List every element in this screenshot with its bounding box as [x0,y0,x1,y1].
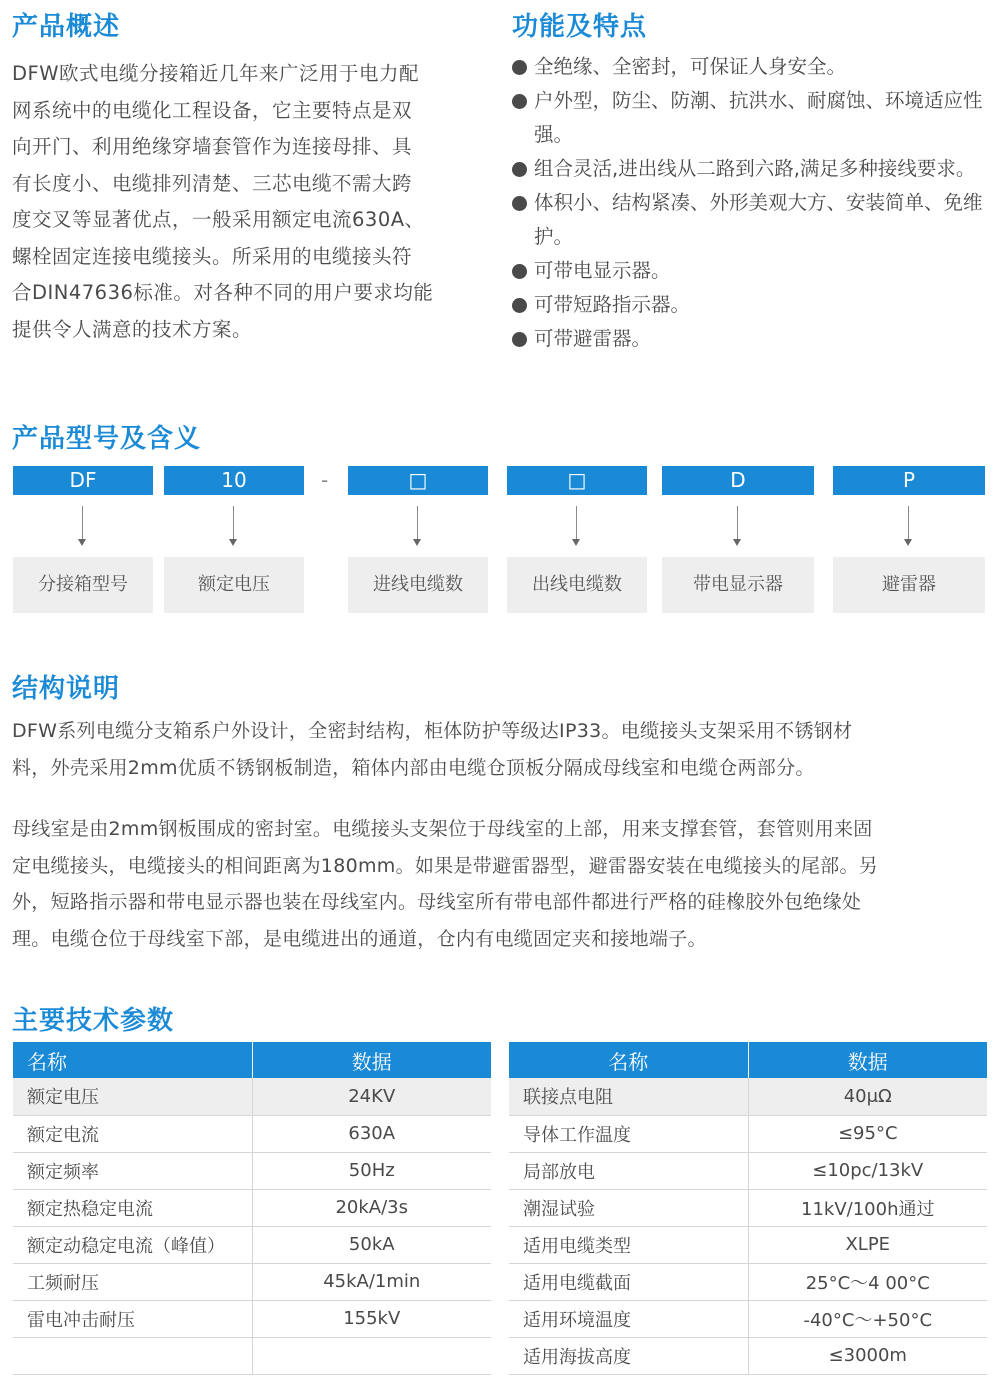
param-value: 50kA [252,1226,491,1263]
feature-text: 可带避雷器。 [534,327,652,350]
model-meaning-box: 分接箱型号 [13,557,153,613]
down-arrow-icon [572,506,582,548]
param-name: 额定频率 [13,1152,252,1189]
feature-item [512,288,1000,322]
param-name: 额定动稳定电流（峰值） [13,1226,252,1263]
param-name: 额定热稳定电流 [13,1189,252,1226]
table-row [13,1189,491,1226]
feature-item [512,152,1000,186]
overview-title: 产品概述 [12,12,121,42]
down-arrow-icon [78,506,88,548]
model-meaning-box: 带电显示器 [662,557,814,613]
table-row [13,1337,491,1374]
overview-line: 螺栓固定连接电缆接头。所采用的电缆接头符 [12,244,413,268]
column-header-value: 数据 [748,1042,987,1078]
features-list [512,50,1000,356]
table-row [509,1078,987,1115]
model-code-box: □ [348,466,488,495]
param-name: 联接点电阻 [509,1078,748,1115]
param-value: 11kV/100h通过 [748,1189,987,1226]
param-value: ≤95°C [748,1115,987,1152]
model-code-box: 10 [164,466,304,495]
bullet-icon [512,196,527,211]
model-title: 产品型号及含义 [12,424,202,454]
param-value: ≤3000m [748,1337,987,1374]
table-row [13,1115,491,1152]
bullet-icon [512,94,527,109]
model-code-box: □ [507,466,647,495]
param-value: -40°C～+50°C [748,1300,987,1337]
down-arrow-icon [413,506,423,548]
overview-line: 合DIN47636标准。对各种不同的用户要求均能 [12,281,434,304]
feature-text: 体积小、结构紧凑、外形美观大方、安装简单、免维护。 [534,191,983,248]
feature-item [512,186,1000,254]
feature-text: 可带短路指示器。 [534,293,691,316]
param-name: 适用电缆类型 [509,1226,748,1263]
overview-line: 网系统中的电缆化工程设备，它主要特点是双 [12,98,413,122]
bullet-icon [512,264,527,279]
model-meaning-box: 避雷器 [833,557,985,613]
param-value: ≤10pc/13kV [748,1152,987,1189]
feature-item [512,84,1000,152]
table-row [509,1337,987,1374]
bullet-icon [512,162,527,177]
table-row [509,1300,987,1337]
param-name: 适用电缆截面 [509,1263,748,1300]
param-name: 额定电流 [13,1115,252,1152]
param-value: XLPE [748,1226,987,1263]
down-arrow-icon [904,506,914,548]
column-header-value: 数据 [252,1042,491,1078]
column-header-name: 名称 [13,1042,252,1078]
feature-text: 可带电显示器。 [534,259,671,282]
param-value: 25°C～4 00°C [748,1263,987,1300]
overview-line: 向开门、利用绝缘穿墙套管作为连接母排、具 [12,135,413,158]
param-name: 局部放电 [509,1152,748,1189]
param-name: 潮湿试验 [509,1189,748,1226]
overview-line: 度交叉等显著优点，一般采用额定电流630A、 [12,208,425,231]
params-table-left [13,1042,491,1375]
param-name [13,1337,252,1374]
table-row [13,1152,491,1189]
table-row [13,1263,491,1300]
model-code-box: DF [13,466,153,495]
feature-text: 全绝缘、全密封，可保证人身安全。 [534,55,847,78]
overview-line: DFW欧式电缆分接箱近几年来广泛用于电力配 [12,62,420,85]
overview-text [12,56,492,348]
table-row [13,1300,491,1337]
structure-line: 理。电缆仓位于母线室下部，是电缆进出的通道，仓内有电缆固定夹和接地端子。 [12,927,707,950]
overview-line: 提供令人满意的技术方案。 [12,317,253,341]
model-meaning-box: 进线电缆数 [348,557,488,613]
params-title: 主要技术参数 [12,1006,175,1036]
table-row [509,1226,987,1263]
structure-title: 结构说明 [12,674,121,704]
model-code-box: D [662,466,814,495]
model-meaning-box: 额定电压 [164,557,304,613]
feature-item [512,254,1000,288]
feature-item [512,322,1000,356]
params-table-right [509,1042,987,1375]
feature-item [512,50,1000,84]
features-title: 功能及特点 [512,12,648,42]
table-row [509,1115,987,1152]
param-name: 适用海拔高度 [509,1337,748,1374]
structure-line: 定电缆接头，电缆接头的相间距离为180mm。如果是带避雷器型，避雷器安装在电缆接头的尾部。另 [12,854,879,877]
param-value: 630A [252,1115,491,1152]
structure-paragraph-2 [12,811,992,957]
structure-paragraph-1 [12,713,992,786]
table-row [13,1226,491,1263]
column-header-name: 名称 [509,1042,748,1078]
bullet-icon [512,332,527,347]
model-code-box: P [833,466,985,495]
model-meaning-box: 出线电缆数 [507,557,647,613]
feature-text: 户外型，防尘、防潮、抗洪水、耐腐蚀、环境适应性强。 [534,89,983,146]
table-row [13,1078,491,1115]
bullet-icon [512,60,527,75]
param-value: 20kA/3s [252,1189,491,1226]
param-value: 40μΩ [748,1078,987,1115]
param-name: 工频耐压 [13,1263,252,1300]
feature-text: 组合灵活,进出线从二路到六路,满足多种接线要求。 [534,157,976,180]
param-value: 50Hz [252,1152,491,1189]
bullet-icon [512,298,527,313]
param-name: 导体工作温度 [509,1115,748,1152]
table-row [509,1152,987,1189]
param-name: 适用环境温度 [509,1300,748,1337]
param-value: 155kV [252,1300,491,1337]
structure-line: DFW系列电缆分支箱系户外设计，全密封结构，柜体防护等级达IP33。电缆接头支架采用不锈钢材 [12,720,853,742]
param-name: 雷电冲击耐压 [13,1300,252,1337]
param-value: 45kA/1min [252,1263,491,1300]
overview-line: 有长度小、电缆排列清楚、三芯电缆不需大跨 [12,171,413,195]
table-row [509,1263,987,1300]
down-arrow-icon [733,506,743,548]
model-separator: - [321,468,329,492]
param-value [252,1337,491,1374]
structure-line: 外，短路指示器和带电显示器也装在母线室内。母线室所有带电部件都进行严格的硅橡胶外包绝缘处 [12,891,862,913]
param-name: 额定电压 [13,1078,252,1115]
param-value: 24KV [252,1078,491,1115]
table-row [509,1189,987,1226]
structure-line: 料，外壳采用2mm优质不锈钢板制造，箱体内部由电缆仓顶板分隔成母线室和电缆仓两部分。 [12,756,815,779]
structure-line: 母线室是由2mm钢板围成的密封室。电缆接头支架位于母线室的上部，用来支撑套管，套管则用来固 [12,818,873,840]
down-arrow-icon [229,506,239,548]
